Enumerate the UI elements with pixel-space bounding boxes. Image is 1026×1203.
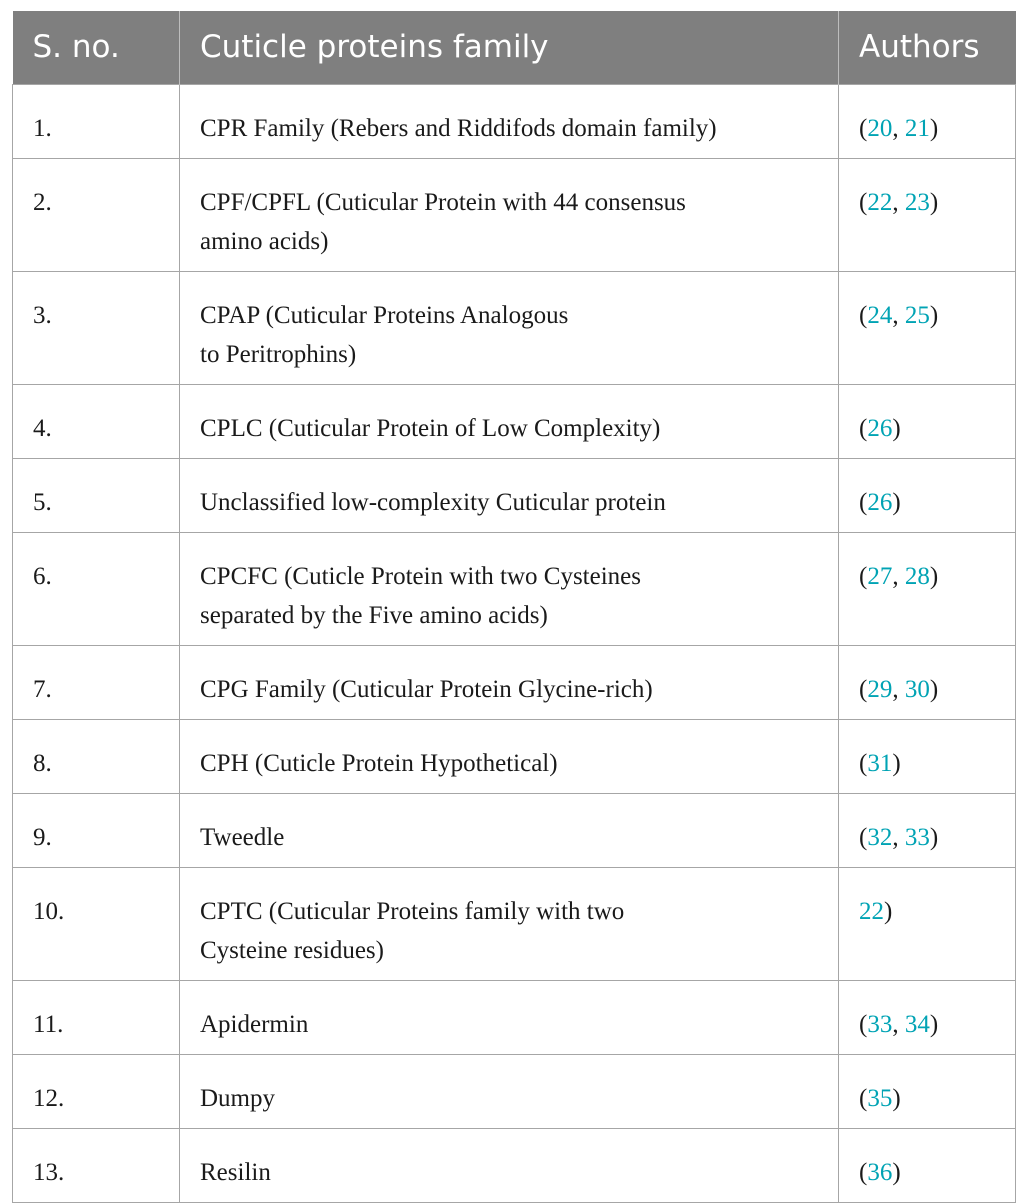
ref-open-paren: (: [859, 749, 868, 777]
family-text-line: Tweedle: [200, 823, 285, 851]
ref-open-paren: (: [859, 562, 868, 590]
header-sno: S. no.: [13, 11, 180, 84]
row-sno: 2.: [13, 158, 180, 271]
ref-close-paren: ): [929, 301, 939, 329]
row-family: [180, 793, 839, 867]
row-family: [180, 980, 839, 1054]
row-family: [180, 271, 839, 384]
ref-close-paren: ): [929, 1010, 939, 1038]
reference-link[interactable]: 26: [867, 414, 893, 442]
ref-open-paren: (: [859, 1084, 868, 1112]
row-authors: [839, 158, 1016, 271]
row-family: [180, 1054, 839, 1128]
table-row: [13, 719, 1016, 793]
reference-link[interactable]: 27: [867, 562, 893, 590]
row-sno: 9.: [13, 793, 180, 867]
ref-separator: ,: [892, 114, 905, 142]
family-text-line: CPF/CPFL (Cuticular Protein with 44 consensus: [200, 188, 686, 216]
cuticle-proteins-table: [12, 11, 1016, 1203]
row-family: [180, 645, 839, 719]
reference-link[interactable]: 20: [867, 114, 893, 142]
row-authors: [839, 867, 1016, 980]
row-authors: [839, 645, 1016, 719]
reference-link[interactable]: 33: [867, 1010, 893, 1038]
family-text-line: CPAP (Cuticular Proteins Analogous: [200, 301, 569, 329]
ref-separator: ,: [892, 675, 905, 703]
ref-separator: ,: [892, 562, 905, 590]
row-sno: 8.: [13, 719, 180, 793]
ref-close-paren: ): [929, 188, 939, 216]
row-sno: 1.: [13, 84, 180, 158]
row-authors: [839, 1054, 1016, 1128]
row-sno: 5.: [13, 458, 180, 532]
row-family: [180, 458, 839, 532]
row-authors: [839, 719, 1016, 793]
row-family: [180, 532, 839, 645]
ref-close-paren: ): [929, 675, 939, 703]
row-authors: [839, 793, 1016, 867]
table-body: [13, 84, 1016, 1202]
table-row: [13, 1054, 1016, 1128]
row-authors: [839, 384, 1016, 458]
reference-link[interactable]: 26: [867, 488, 893, 516]
reference-link[interactable]: 28: [904, 562, 930, 590]
reference-link[interactable]: 36: [867, 1158, 893, 1186]
reference-link[interactable]: 22: [867, 188, 893, 216]
table-row: [13, 458, 1016, 532]
row-sno: 6.: [13, 532, 180, 645]
row-sno: 4.: [13, 384, 180, 458]
ref-open-paren: (: [859, 1010, 868, 1038]
table-header: [13, 11, 1016, 84]
header-row: [13, 11, 1016, 84]
row-authors: [839, 458, 1016, 532]
reference-link[interactable]: 32: [867, 823, 893, 851]
row-authors: [839, 84, 1016, 158]
row-sno: 13.: [13, 1128, 180, 1202]
family-text-line: Resilin: [200, 1158, 271, 1186]
reference-link[interactable]: 33: [904, 823, 930, 851]
table-row: [13, 793, 1016, 867]
cuticle-proteins-table-container: [12, 11, 1015, 1203]
reference-link[interactable]: 21: [904, 114, 930, 142]
row-sno: 3.: [13, 271, 180, 384]
reference-link[interactable]: 29: [867, 675, 893, 703]
ref-close-paren: ): [929, 562, 939, 590]
ref-open-paren: (: [859, 1158, 868, 1186]
table-row: [13, 84, 1016, 158]
family-text-line: separated by the Five amino acids): [200, 601, 548, 629]
row-family: [180, 1128, 839, 1202]
reference-link[interactable]: 31: [867, 749, 893, 777]
row-family: [180, 158, 839, 271]
table-row: [13, 867, 1016, 980]
row-sno: 12.: [13, 1054, 180, 1128]
family-text-line: CPR Family (Rebers and Riddifods domain family): [200, 114, 717, 142]
ref-close-paren: ): [884, 897, 893, 925]
row-family: [180, 719, 839, 793]
row-authors: [839, 271, 1016, 384]
reference-link[interactable]: 24: [867, 301, 893, 329]
family-text-line: CPH (Cuticle Protein Hypothetical): [200, 749, 558, 777]
ref-open-paren: (: [859, 414, 868, 442]
family-text-line: Unclassified low-complexity Cuticular protein: [200, 488, 666, 516]
family-text-line: to Peritrophins): [200, 340, 357, 368]
table-row: [13, 1128, 1016, 1202]
table-row: [13, 645, 1016, 719]
family-text-line: CPTC (Cuticular Proteins family with two: [200, 897, 625, 925]
ref-open-paren: (: [859, 301, 868, 329]
ref-separator: ,: [892, 188, 905, 216]
ref-open-paren: (: [859, 488, 868, 516]
table-row: [13, 384, 1016, 458]
ref-open-paren: (: [859, 823, 868, 851]
table-row: [13, 980, 1016, 1054]
ref-open-paren: (: [859, 675, 868, 703]
reference-link[interactable]: 25: [904, 301, 930, 329]
table-row: [13, 532, 1016, 645]
row-authors: [839, 1128, 1016, 1202]
reference-link[interactable]: 23: [904, 188, 930, 216]
ref-close-paren: ): [929, 114, 939, 142]
reference-link[interactable]: 30: [904, 675, 930, 703]
row-family: [180, 867, 839, 980]
reference-link[interactable]: 35: [867, 1084, 893, 1112]
family-text-line: Dumpy: [200, 1084, 275, 1112]
ref-close-paren: ): [892, 414, 901, 442]
row-authors: [839, 532, 1016, 645]
row-sno: 11.: [13, 980, 180, 1054]
reference-link[interactable]: 34: [904, 1010, 930, 1038]
reference-link[interactable]: 22: [859, 897, 884, 925]
ref-close-paren: ): [929, 823, 939, 851]
ref-close-paren: ): [892, 1158, 901, 1186]
header-authors: Authors: [839, 11, 1016, 84]
ref-close-paren: ): [892, 749, 901, 777]
row-family: [180, 384, 839, 458]
ref-close-paren: ): [892, 1084, 901, 1112]
table-row: [13, 271, 1016, 384]
header-family: Cuticle proteins family: [180, 11, 839, 84]
family-text-line: CPG Family (Cuticular Protein Glycine-rich): [200, 675, 653, 703]
row-sno: 10.: [13, 867, 180, 980]
ref-open-paren: (: [859, 188, 868, 216]
ref-separator: ,: [892, 1010, 905, 1038]
ref-separator: ,: [892, 823, 905, 851]
ref-close-paren: ): [892, 488, 901, 516]
row-authors: [839, 980, 1016, 1054]
family-text-line: CPCFC (Cuticle Protein with two Cysteines: [200, 562, 641, 590]
ref-open-paren: (: [859, 114, 868, 142]
family-text-line: Apidermin: [200, 1010, 309, 1038]
table-row: [13, 158, 1016, 271]
family-text-line: amino acids): [200, 227, 329, 255]
ref-separator: ,: [892, 301, 905, 329]
family-text-line: CPLC (Cuticular Protein of Low Complexity): [200, 414, 661, 442]
row-family: [180, 84, 839, 158]
row-sno: 7.: [13, 645, 180, 719]
family-text-line: Cysteine residues): [200, 936, 384, 964]
